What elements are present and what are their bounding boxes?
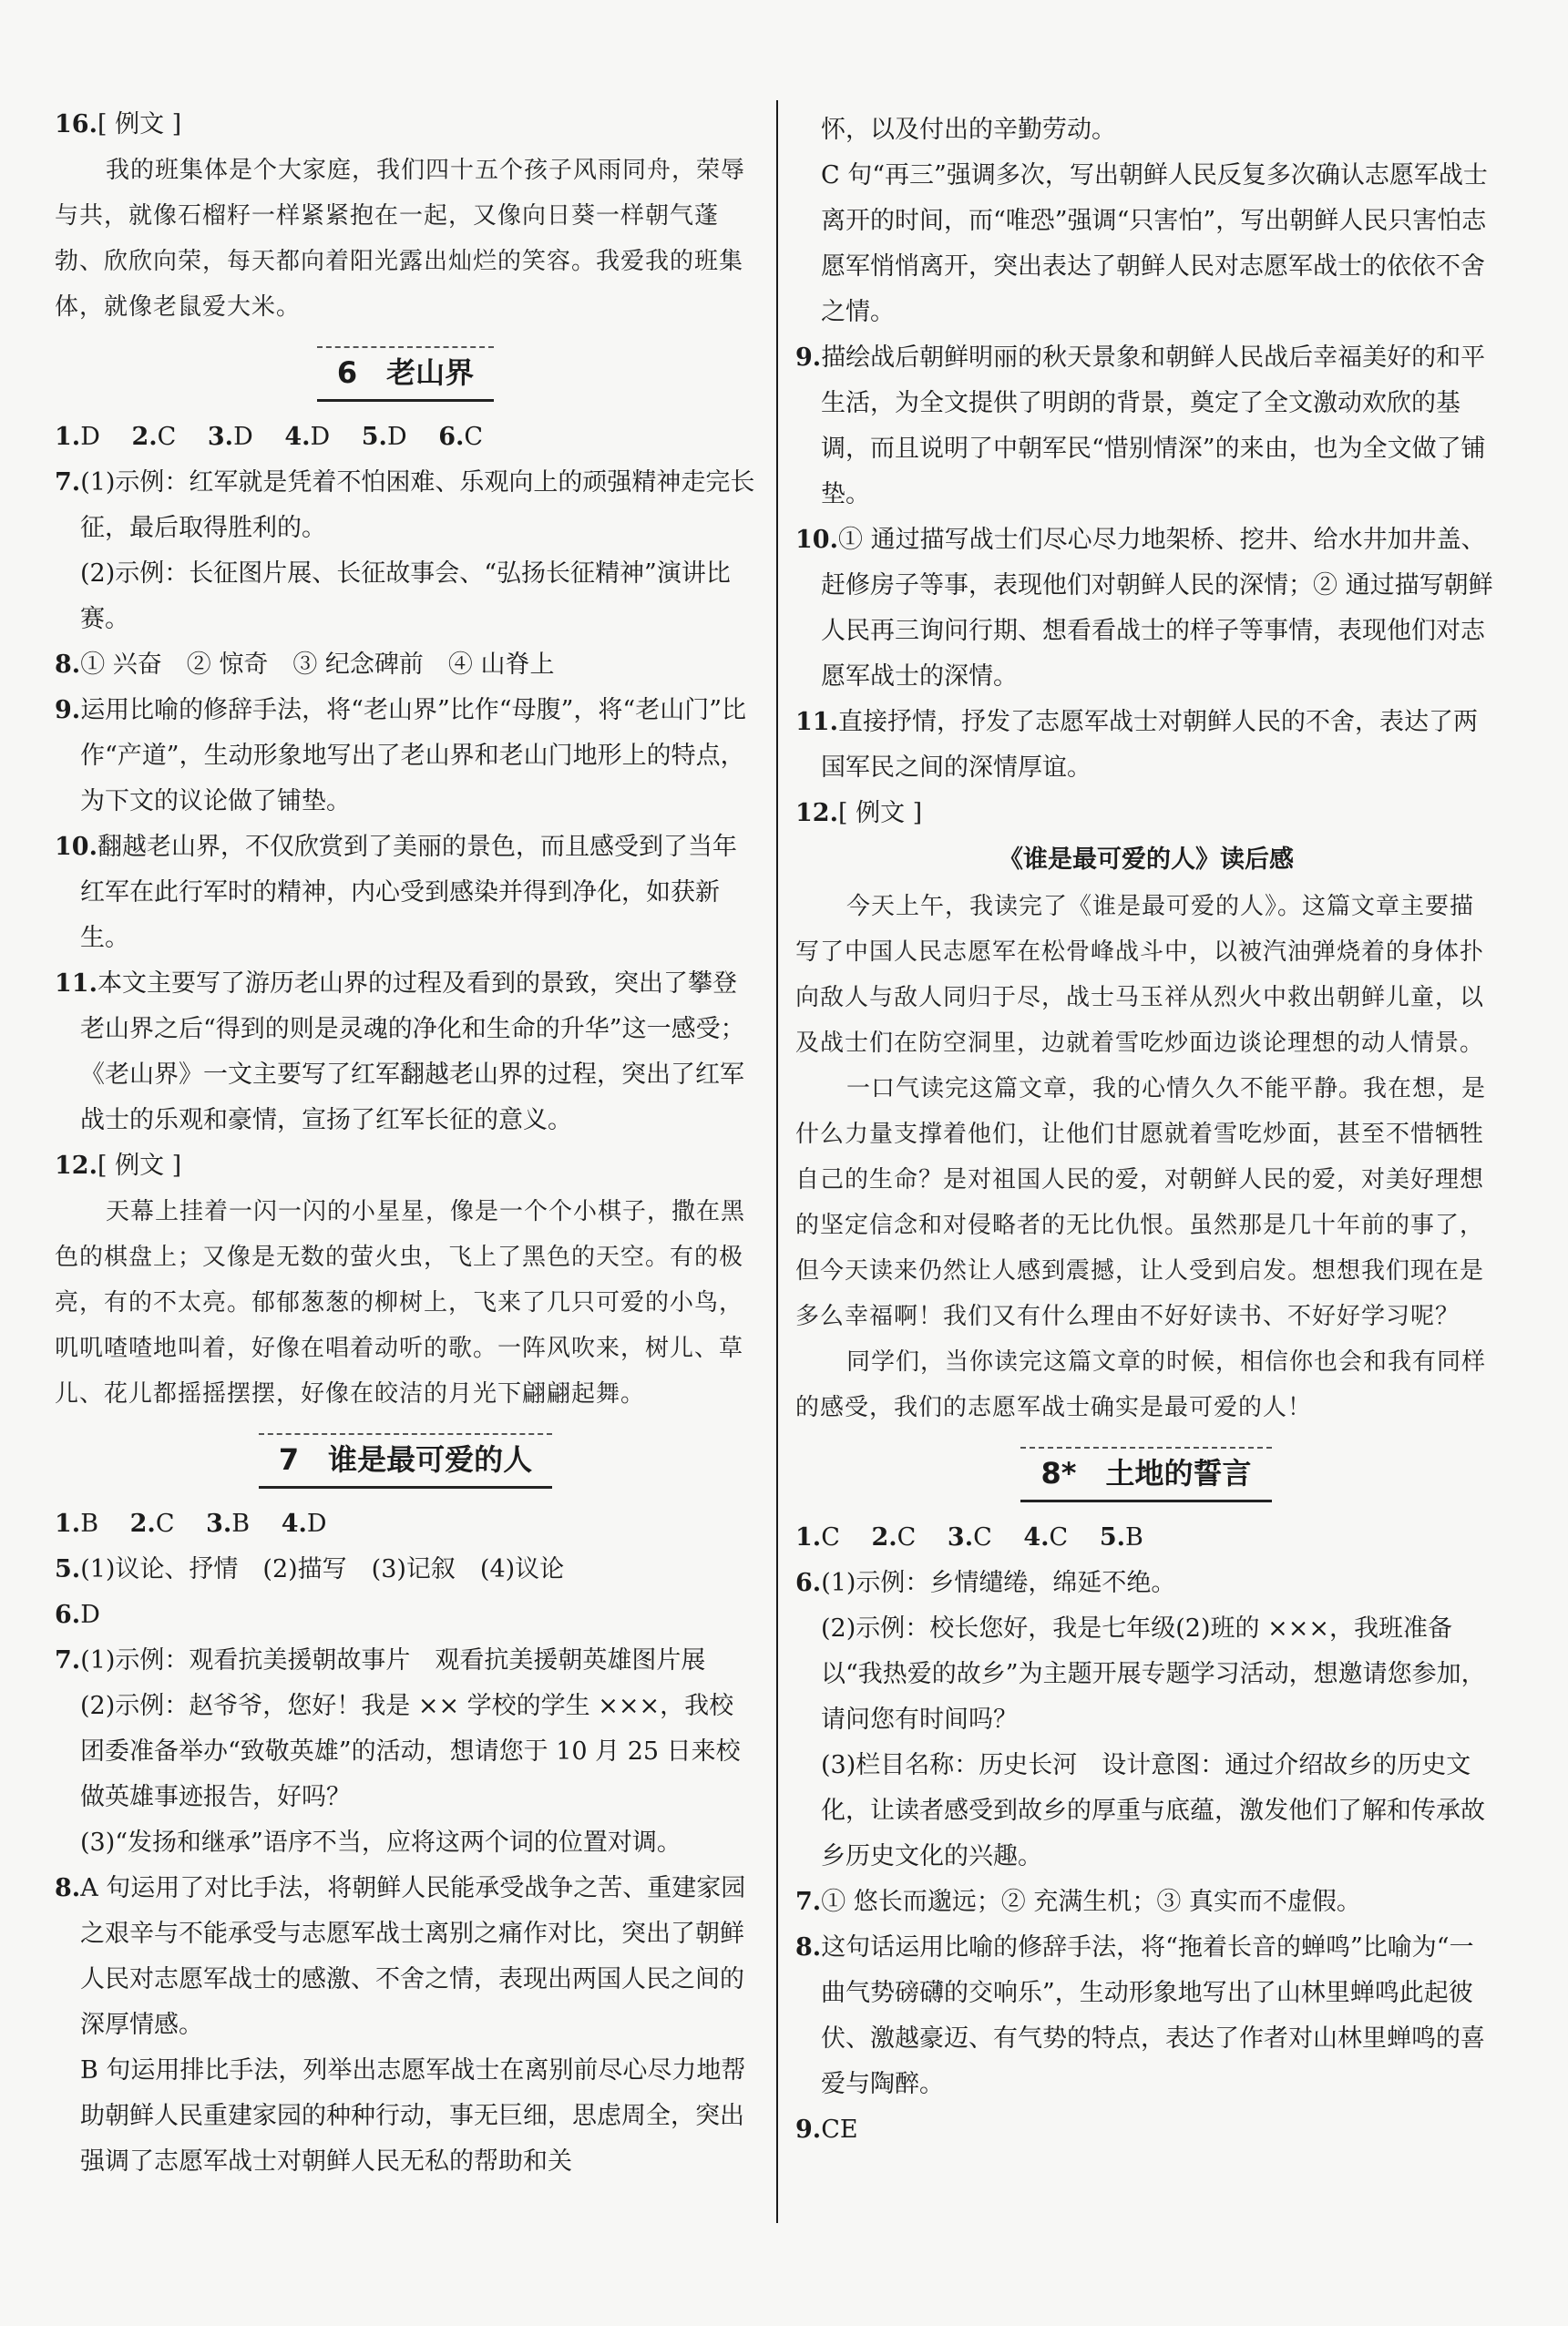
question-7b: 7.(1)示例：观看抗美援朝故事片 观看抗美援朝英雄图片展 (55, 1646, 706, 1675)
essay-paragraph-3: 同学们，当你读完这篇文章的时候，相信你也会和我有同样的感受，我们的志愿军战士确实是最可爱的人！ (795, 1348, 1487, 1421)
question-8c: 8.这句话运用比喻的修辞手法，将“拖着长音的蝉鸣”比喻为“一曲气势磅礴的交响乐”，生动形象地写出了山林里蝉鸣此起彼伏、激越豪迈、有气势的特点，表达了作者对山林里蝉鸣的喜爱与陶醉。 (795, 1933, 1485, 2098)
question-9b: 9.描绘战后朝鲜明丽的秋天景象和朝鲜人民战后幸福美好的和平生活，为全文提供了明朗的背景，奠定了全文激动欢欣的基调，而且说明了中朝军民“惜别情深”的来由，也为全文做了铺垫。 (795, 343, 1486, 508)
essay-paragraph-1: 今天上午，我读完了《谁是最可爱的人》。这篇文章主要描写了中国人民志愿军在松骨峰战斗中，以被汽油弹烧着的身体扑向敌人与敌人同归于尽，战士马玉祥从烈火中救出朝鲜儿童，以及战士们在防空洞里，边就着雪吃炒面边谈论理想的动人情景。 (795, 893, 1485, 1057)
question-9c: 9.CE (795, 2116, 858, 2144)
question-11b: 11.直接抒情，抒发了志愿军战士对朝鲜人民的不舍，表达了两国军民之间的深情厚谊。 (795, 708, 1478, 782)
essay-title: 《谁是最可爱的人》读后感 (999, 845, 1294, 874)
mc-answers-6: 1.D 2.C 3.D 4.D 5.D 6.C (55, 423, 484, 451)
left-column (55, 102, 756, 2185)
question-7b-part3: (3)“发扬和继承”语序不当，应将这两个词的位置对调。 (80, 1829, 682, 1857)
question-number: 16. (55, 110, 97, 138)
column-divider (776, 100, 778, 2223)
section-title-7: 7 谁是最可爱的人 (55, 1433, 756, 1489)
question-8b: 8.A 句运用了对比手法，将朝鲜人民能承受战争之苦、重建家园之艰辛与不能承受与志愿军战士离别之痛作对比，突出了朝鲜人民对志愿军战士的感激、不舍之情，表现出两国人民之间的深厚情感。 (55, 1874, 746, 2039)
question-9: 9.运用比喻的修辞手法，将“老山界”比作“母腹”，将“老山门”比作“产道”，生动形象地写出了老山界和老山门地形上的特点，为下文的议论做了铺垫。 (55, 696, 747, 815)
example-essay-12: 天幕上挂着一闪一闪的小星星，像是一个个小棋子，撒在黑色的棋盘上；又像是无数的萤火虫，飞上了黑色的天空。有的极亮，有的不太亮。郁郁葱葱的柳树上，飞来了几只可爱的小鸟，叽叽喳喳地叫着，好像在唱着动听的歌。一阵风吹来，树儿、草儿、花儿都摇摇摆摆，好像在皎洁的月光下翩翩起舞。 (55, 1198, 746, 1408)
question-7c: 7.① 悠长而邈远；② 充满生机；③ 真实而不虚假。 (795, 1888, 1361, 1916)
example-essay: 我的班集体是个大家庭，我们四十五个孩子风雨同舟，荣辱与共，就像石榴籽一样紧紧抱在一起，又像向日葵一样朝气蓬勃、欣欣向荣，每天都向着阳光露出灿烂的笑容。我爱我的班集体，就像老鼠爱大米。 (55, 157, 746, 321)
section-title-8: 8* 土地的誓言 (795, 1447, 1497, 1502)
question-10b: 10.① 通过描写战士们尽心尽力地架桥、挖井、给水井加井盖、赶修房子等事，表现他们对朝鲜人民的深情；② 通过描写朝鲜人民再三询问行期、想看看战士的样子等事情，表现他们对志愿军战士的深情。 (795, 526, 1493, 691)
example-label: [ 例文 ] (97, 110, 182, 138)
mc-answers-7: 1.B 2.C 3.B 4.D (55, 1510, 327, 1538)
section-title-6: 6 老山界 (55, 346, 756, 402)
question-6c-part3: (3)栏目名称：历史长河 设计意图：通过介绍故乡的历史文化，让读者感受到故乡的厚重与底蕴，激发他们了解和传承故乡历史文化的兴趣。 (821, 1751, 1485, 1870)
essay-paragraph-2: 一口气读完这篇文章，我的心情久久不能平静。我在想，是什么力量支撑着他们，让他们甘愿就着雪吃炒面，甚至不惜牺牲自己的生命？是对祖国人民的爱，对朝鲜人民的爱，对美好理想的坚定信念和对侵略者的无比仇恨。虽然那是几十年前的事了，但今天读来仍然让人感到震撼，让人受到启发。想想我们现在是多么幸福啊！我们又有什么理由不好好读书、不好好学习呢？ (795, 1075, 1487, 1330)
question-12: 12.[ 例文 ] (55, 1152, 182, 1180)
question-6c: 6.(1)示例：乡情缱绻，绵延不绝。 (795, 1569, 1176, 1597)
question-7-part2: (2)示例：长征图片展、长征故事会、“弘扬长征精神”演讲比赛。 (80, 559, 731, 633)
question-8b-continued: 怀，以及付出的辛勤劳动。 (821, 116, 1116, 144)
question-12b: 12.[ 例文 ] (795, 799, 923, 827)
question-8: 8.① 兴奋 ② 惊奇 ③ 纪念碑前 ④ 山脊上 (55, 651, 555, 679)
question-8b-part-c: C 句“再三”强调多次，写出朝鲜人民反复多次确认志愿军战士离开的时间，而“唯恐”强调“只害怕”，写出朝鲜人民只害怕志愿军悄悄离开，突出表达了朝鲜人民对志愿军战士的依依不舍之情。 (821, 161, 1488, 326)
right-column (795, 108, 1497, 2153)
question-5: 5.(1)议论、抒情 (2)描写 (3)记叙 (4)议论 (55, 1555, 565, 1583)
question-11: 11.本文主要写了游历老山界的过程及看到的景致，突出了攀登老山界之后“得到的则是灵魂的净化和生命的升华”这一感受；《老山界》一文主要写了红军翻越老山界的过程，突出了红军战士的乐观和豪情，宣扬了红军长征的意义。 (55, 969, 745, 1134)
question-10: 10.翻越老山界，不仅欣赏到了美丽的景色，而且感受到了当年红军在此行军时的精神，内心受到感染并得到净化，如获新生。 (55, 833, 737, 952)
mc-answers-8: 1.C 2.C 3.C 4.C 5.B (795, 1523, 1143, 1552)
question-6c-part2: (2)示例：校长您好，我是七年级(2)班的 ×××，我班准备以“我热爱的故乡”为主题开展专题学习活动，想邀请您参加，请问您有时间吗？ (821, 1614, 1486, 1734)
question-6: 6.D (55, 1601, 100, 1629)
question-7: 7.(1)示例：红军就是凭着不怕困难、乐观向上的顽强精神走完长征，最后取得胜利的。 (55, 468, 755, 542)
question-7b-part2: (2)示例：赵爷爷，您好！我是 ×× 学校的学生 ×××，我校团委准备举办“致敬英雄”的活动，想请您于 10 月 25 日来校做英雄事迹报告，好吗？ (80, 1692, 741, 1811)
question-8b-part-b: B 句运用排比手法，列举出志愿军战士在离别前尽心尽力地帮助朝鲜人民重建家园的种种行动，事无巨细，思虑周全，突出强调了志愿军战士对朝鲜人民无私的帮助和关 (80, 2056, 746, 2176)
question-16 (55, 102, 756, 148)
